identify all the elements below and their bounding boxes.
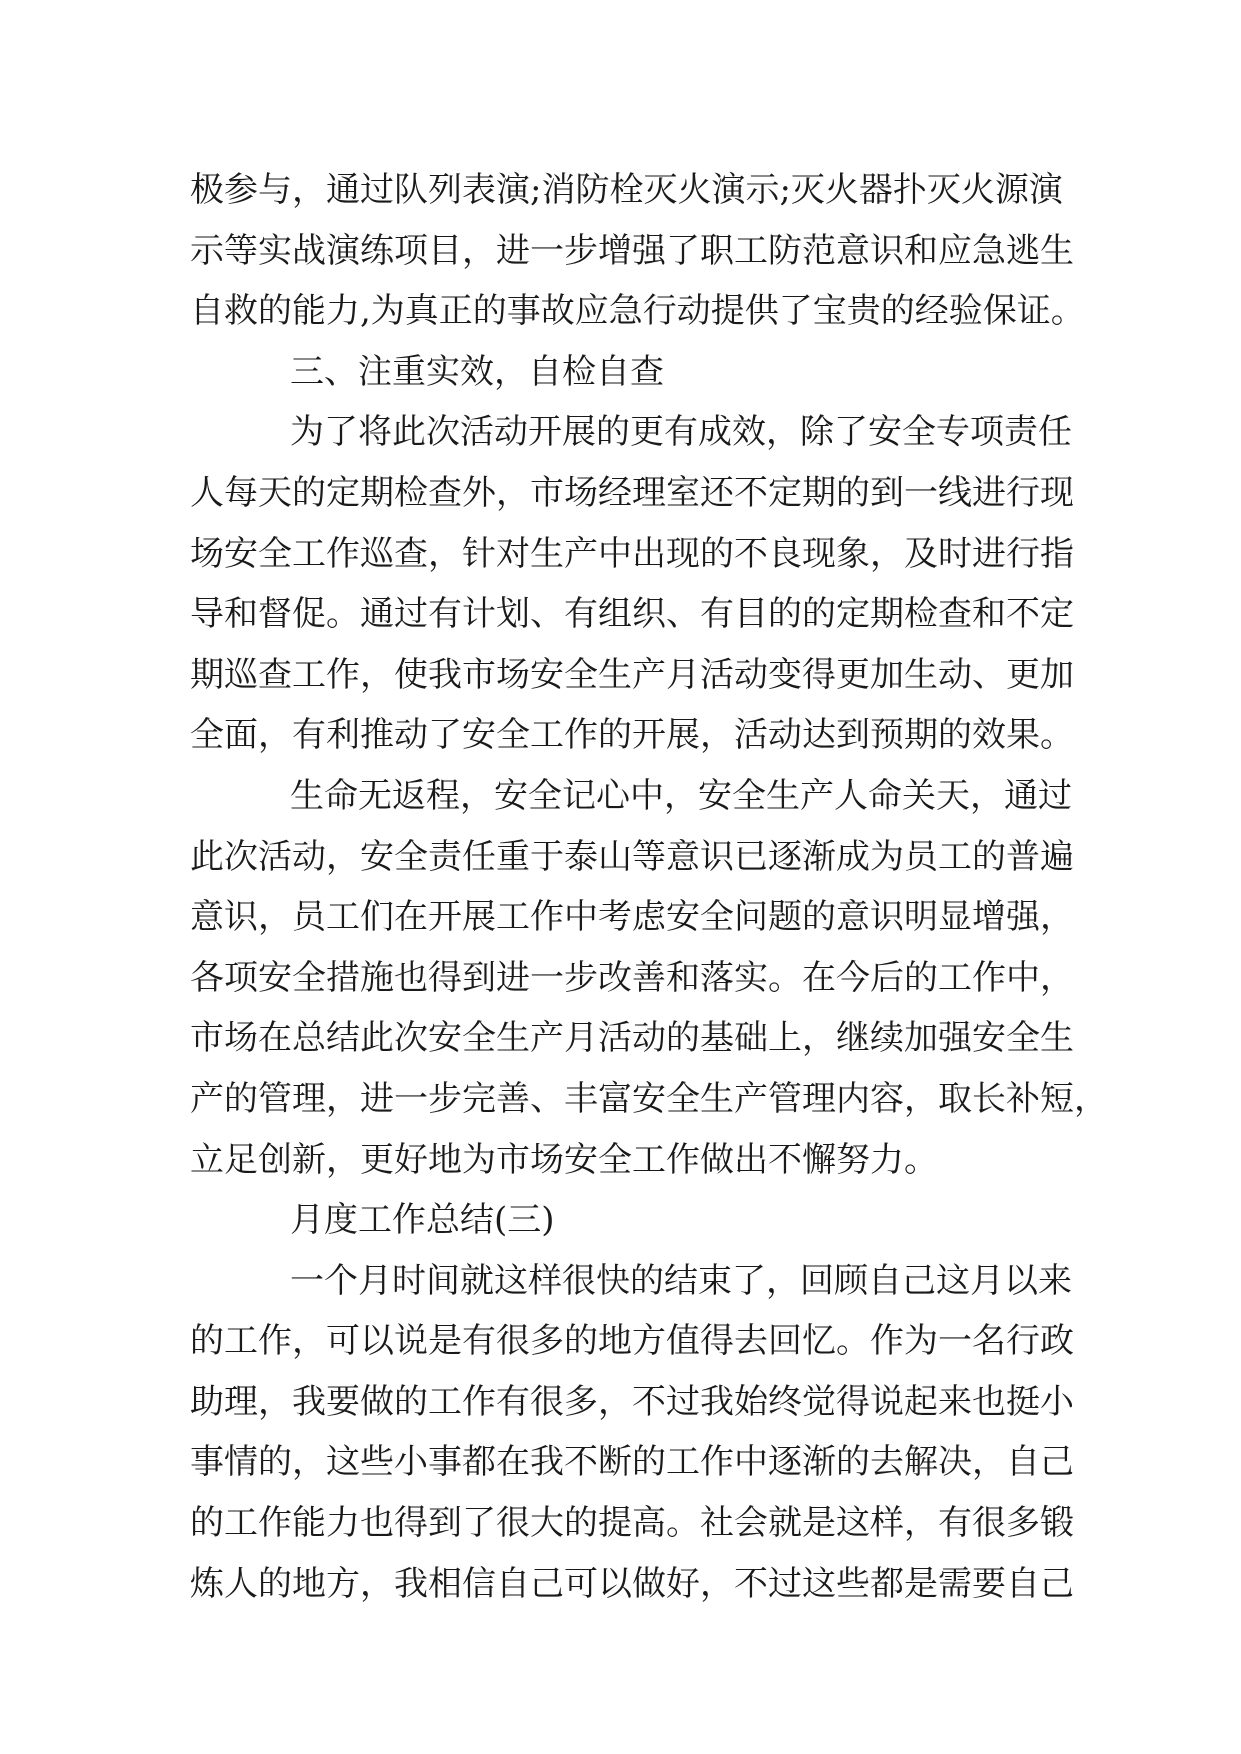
- text-line: 助理，我要做的工作有很多，不过我始终觉得说起来也挺小: [190, 1381, 1074, 1422]
- text-line: 的工作，可以说是有很多的地方值得去回忆。作为一名行政: [190, 1321, 1074, 1362]
- text-line: 示等实战演练项目，进一步增强了职工防范意识和应急逃生: [190, 230, 1074, 271]
- text-line: 人每天的定期检查外，市场经理室还不定期的到一线进行现: [190, 472, 1074, 513]
- text-line: 的工作能力也得到了很大的提高。社会就是这样，有很多锻: [190, 1503, 1074, 1544]
- text-line: 导和督促。通过有计划、有组织、有目的的定期检查和不定: [190, 594, 1074, 635]
- text-line: 市场在总结此次安全生产月活动的基础上，继续加强安全生: [190, 1018, 1074, 1059]
- text-line: 事情的，这些小事都在我不断的工作中逐渐的去解决，自己: [190, 1442, 1074, 1483]
- text-line: 期巡查工作，使我市场安全生产月活动变得更加生动、更加: [190, 654, 1074, 695]
- text-line: 极参与，通过队列表演;消防栓灭火演示;灭火器扑灭火源演: [190, 170, 1063, 210]
- text-line: 意识，员工们在开展工作中考虑安全问题的意识明显增强，: [190, 897, 1074, 938]
- text-line: 立足创新，更好地为市场安全工作做出不懈努力。: [190, 1139, 938, 1180]
- text-line: 一个月时间就这样很快的结束了，回顾自己这月以来: [290, 1260, 1072, 1301]
- text-line: 自救的能力,为真正的事故应急行动提供了宝贵的经验保证。: [190, 291, 1085, 332]
- text-line: 为了将此次活动开展的更有成效，除了安全专项责任: [290, 412, 1072, 453]
- section-heading: 月度工作总结(三): [290, 1200, 555, 1241]
- document-body: [190, 160, 1108, 1614]
- text-line: 场安全工作巡查，针对生产中出现的不良现象，及时进行指: [190, 533, 1074, 574]
- text-line: 产的管理，进一步完善、丰富安全生产管理内容，取长补短，: [190, 1078, 1108, 1119]
- text-line: 炼人的地方，我相信自己可以做好，不过这些都是需要自己: [190, 1563, 1074, 1604]
- text-line: 生命无返程，安全记心中，安全生产人命关天，通过: [290, 775, 1072, 816]
- section-heading: 三、注重实效，自检自查: [290, 351, 664, 392]
- text-line: 全面，有利推动了安全工作的开展，活动达到预期的效果。: [190, 715, 1074, 756]
- text-line: 各项安全措施也得到进一步改善和落实。在今后的工作中，: [190, 957, 1074, 998]
- text-line: 此次活动，安全责任重于泰山等意识已逐渐成为员工的普遍: [190, 836, 1074, 877]
